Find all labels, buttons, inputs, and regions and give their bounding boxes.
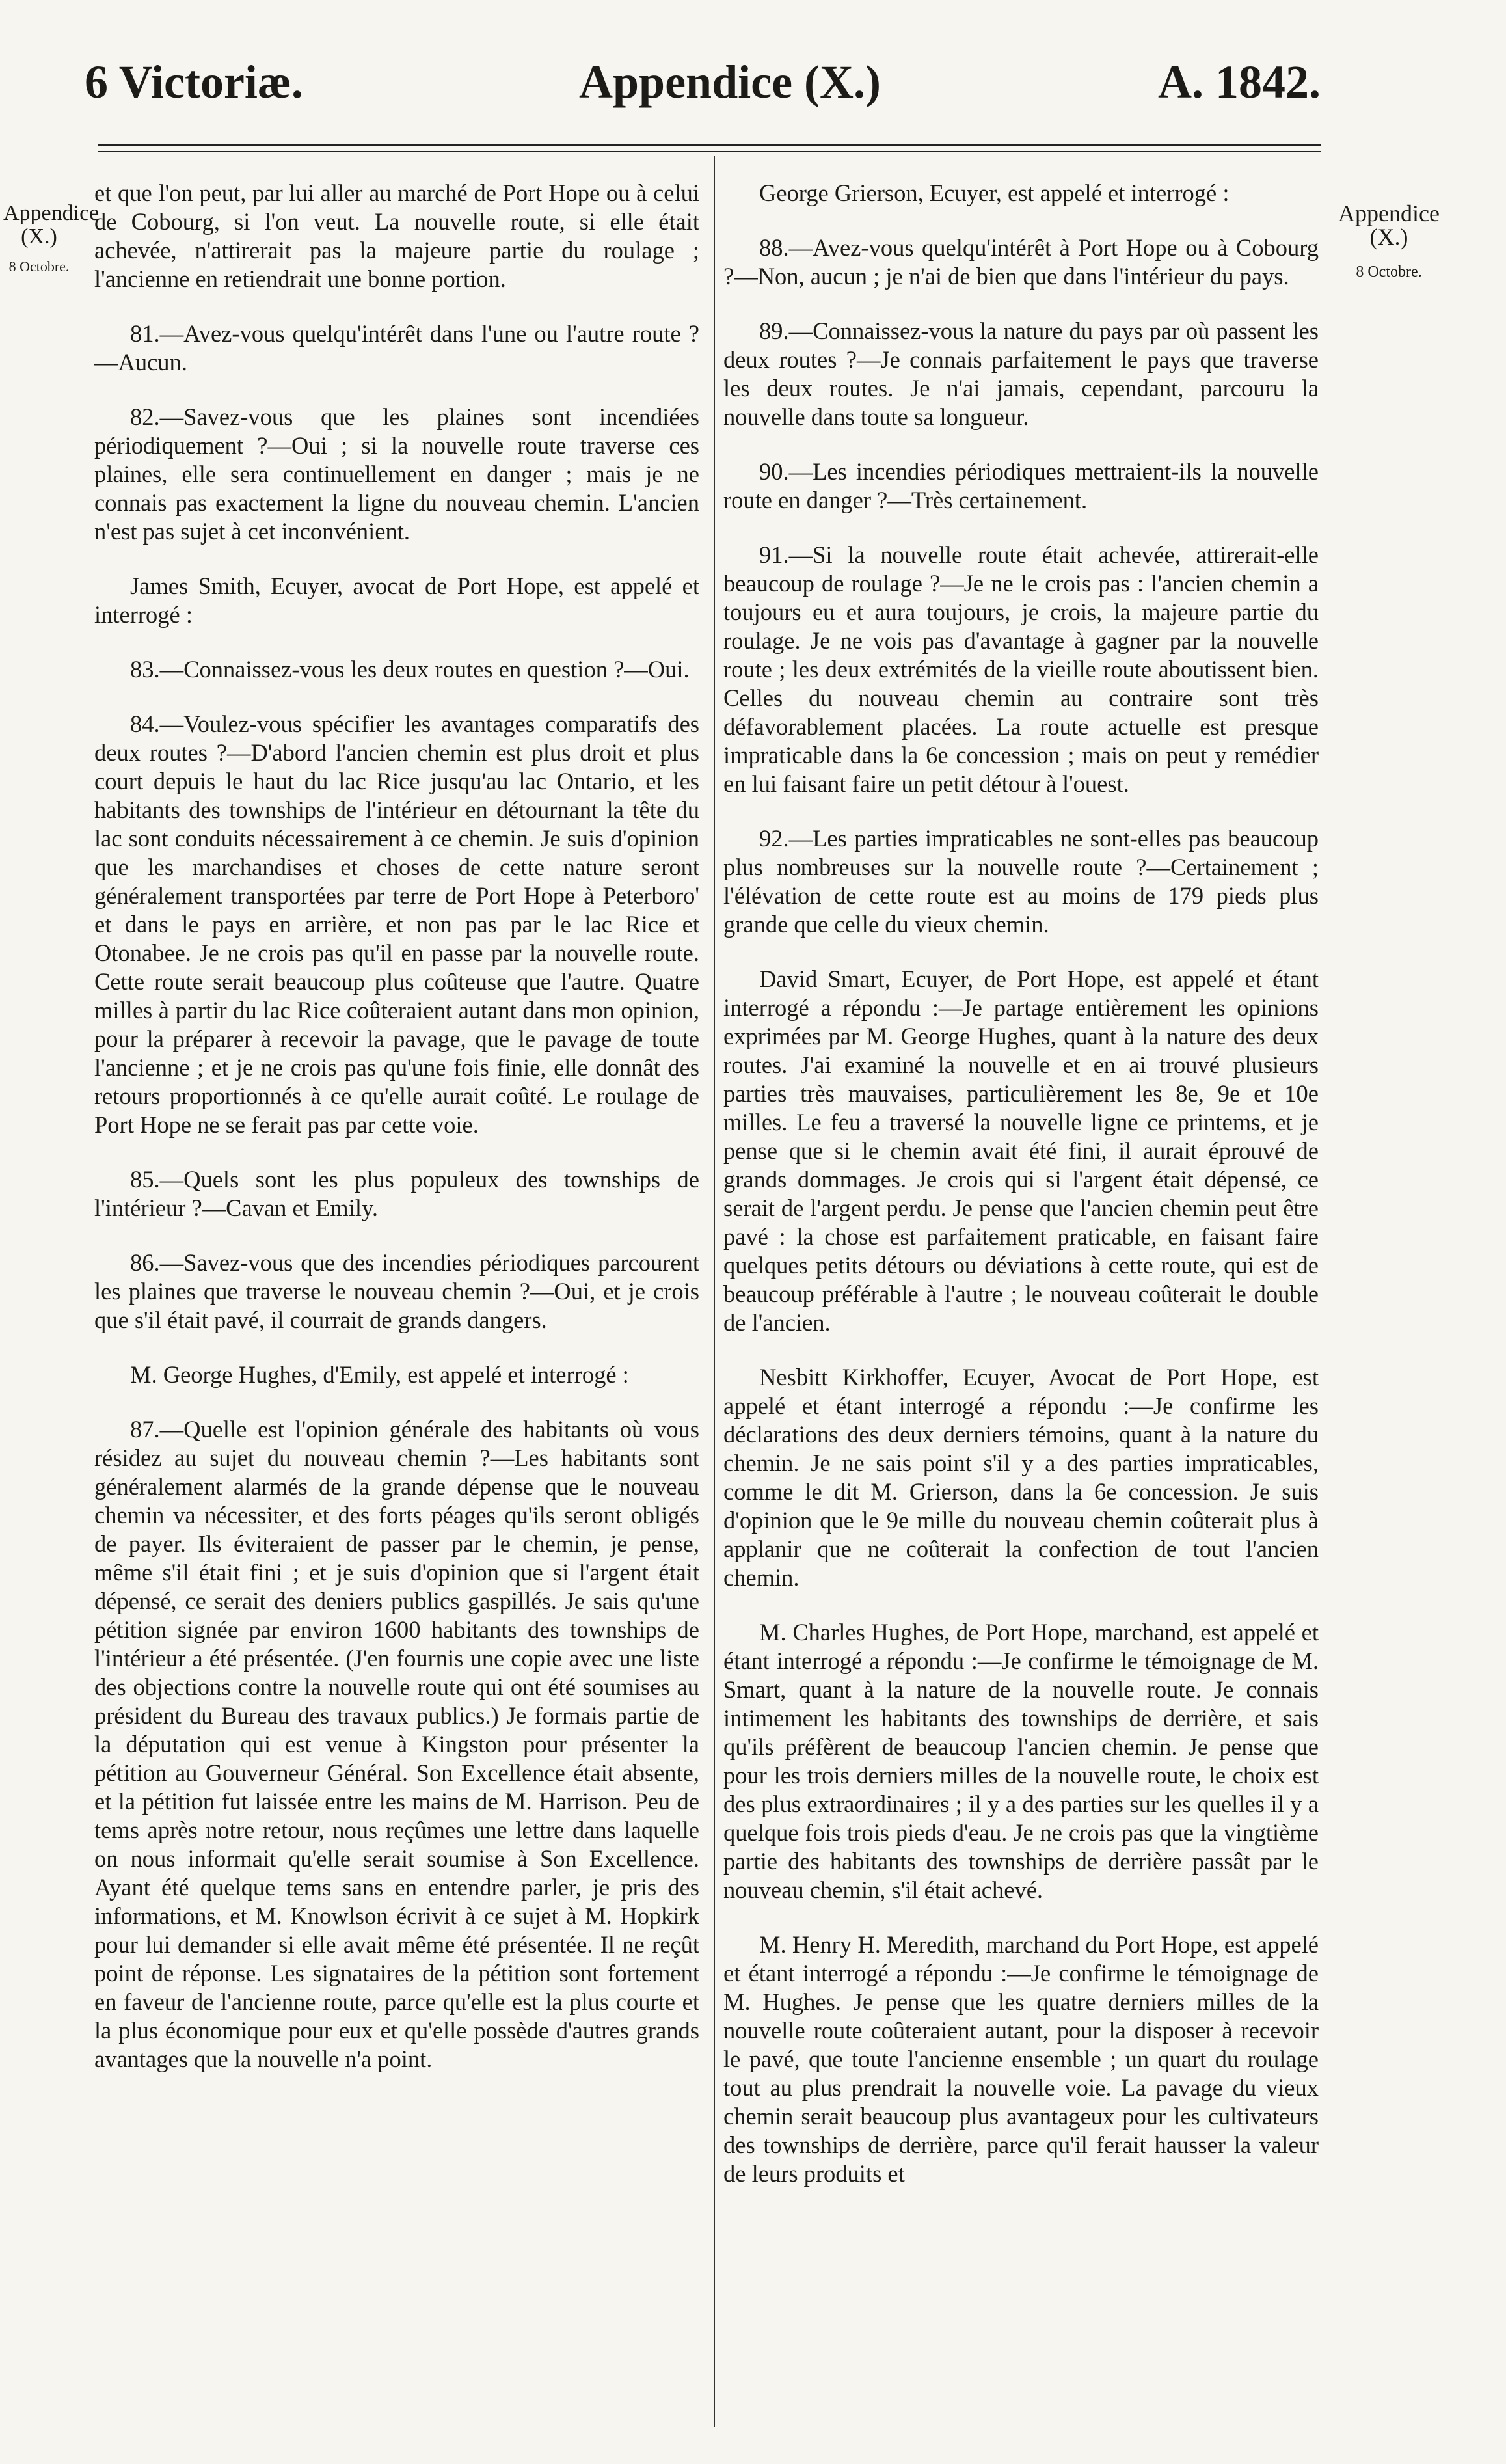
paragraph: James Smith, Ecuyer, avocat de Port Hope, est appelé et interrogé : [94,573,699,628]
column-divider [714,156,715,2427]
paragraph: 87.—Quelle est l'opinion générale des habitants où vous résidez au sujet du nouveau chemin ?—Les habitants sont généralement alarmés de la grande dépense que le nouveau chemin va nécessiter, et des forts péages qu'ils seront obligés de payer. Ils éviteraient de passer par le chemin, je pense, même s'il était fini ; et je suis d'opinion que si l'argent était dépensé, ce serait des deniers publics gaspillés. Je sais qu'une pétition signée par environ 1600 habitants des townships de l'intérieur a été présentée. (J'en fournis une copie avec une liste des objections contre la nouvelle route qui ont été soumises au président du Bureau des travaux publics.) Je formais partie de la députation qui est venue à Kingston pour présenter la pétition au Gouverneur Général. Son Excellence était absente, et la pétition fut laissée entre les mains de M. Harrison. Peu de tems après notre retour, nous reçûmes une lettre dans laquelle on nous informait qu'elle serait soumise à Son Excellence. Ayant été quelque tems sans en entendre parler, je pris des informations, et M. Knowlson écrivit à ce sujet à M. Hopkirk pour lui demander si elle avait même été présentée. Il ne reçût point de réponse. Les signataires de la pétition sont fortement en faveur de l'ancienne route, parce qu'elle est la plus courte et la plus économique pour eux et qu'elle possède d'autres grands avantages que la nouvelle n'a point. [94,1416,699,2072]
paragraph: M. Henry H. Meredith, marchand du Port Hope, est appelé et étant interrogé a répondu :—Je confirme le témoignage de M. Hughes. Je pense que les quatre derniers milles de la nouvelle route coûteraient autant, pour la disposer à recevoir le pavé, que toute l'ancienne ensemble ; un quart du roulage tout au plus prendrait la nouvelle voie. La pavage du vieux chemin serait beaucoup plus avantageux pour les cultivateurs des townships de derrière, parce qu'il ferait hausser la valeur de leurs produits et [723,1931,1319,2187]
paragraph: 90.—Les incendies périodiques mettraient-ils la nouvelle route en danger ?—Très certainement. [723,458,1319,513]
paragraph: 91.—Si la nouvelle route était achevée, attirerait-elle beaucoup de roulage ?—Je ne le crois pas : l'ancien chemin a toujours eu et aura toujours, je crois, la majeure partie du roulage. Je ne vois pas d'avantage à gagner par la nouvelle route ; les deux extrémités de la vieille route aboutissent bien. Celles du nouveau chemin au contraire sont très défavorablement placées. La route actuelle est presque impraticable dans la 6e concession ; mais on peut y remédier en lui faisant faire un petit détour à l'ouest. [723,541,1319,797]
header-regnal-year: 6 Victoriæ. [85,56,303,108]
header-rule-bottom [98,151,1321,152]
header-year: A. 1842. [1158,56,1321,108]
margin-note-left-label: Appendice (X.) [3,201,100,249]
paragraph: 89.—Connaissez-vous la nature du pays par où passent les deux routes ?—Je connais parfaitement le pays que traverse les deux routes. Je n'ai jamais, cependant, parcouru la nouvelle dans toute sa longueur. [723,318,1319,430]
paragraph: 84.—Voulez-vous spécifier les avantages comparatifs des deux routes ?—D'abord l'ancien chemin est plus droit et plus court depuis le haut du lac Rice jusqu'au lac Ontario, et les habitants des townships de l'intérieur en détournant la tête du lac sont conduits nécessairement à ce chemin. Je suis d'opinion que les marchandises et choses de cette nature seront généralement transportées par terre de Port Hope à Peterboro' et dans le pays en arrière, et non pas par le lac Rice et Otonabee. Je ne crois pas qu'il en passe par la nouvelle route. Cette route serait beaucoup plus coûteuse que l'autre. Quatre milles à partir du lac Rice coûteraient autant dans mon opinion, pour la préparer à recevoir la pavage, que le pavage de toute l'ancienne ; et je ne crois pas qu'une fois finie, elle donnât des retours proportionnés à ce qu'elle aurait coûté. Le roulage de Port Hope ne se ferait pas par cette voie. [94,711,699,1138]
right-column [723,179,1319,2214]
paragraph: 92.—Les parties impraticables ne sont-elles pas beaucoup plus nombreuses sur la nouvelle route ?—Certainement ; l'élévation de cette route est au moins de 179 pieds plus grande que celle du vieux chemin. [723,825,1319,938]
margin-note-left [3,201,100,278]
margin-note-left-date: 8 Octobre. [8,258,70,275]
header-appendix-title: Appendice (X.) [579,56,881,108]
margin-note-right-date: 8 Octobre. [1356,264,1422,280]
paragraph: M. Charles Hughes, de Port Hope, marchand, est appelé et étant interrogé a répondu :—Je confirme le témoignage de M. Smart, quant à la nature de la nouvelle route. Je connais intimement les habitants des townships de derrière, et sais qu'ils préfèrent de beaucoup l'ancien chemin. Je pense que pour les trois derniers milles de la nouvelle route, le choix est des plus extraordinaires ; il y a des parties sur les quelles il y a quelque fois trois pieds d'eau. Je ne crois pas que la vingtième partie des habitants des townships de derrière passât par le nouveau chemin, s'il était achevé. [723,1619,1319,1903]
margin-note-right [1327,202,1451,284]
paragraph: M. George Hughes, d'Emily, est appelé et interrogé : [130,1361,629,1388]
paragraph: 86.—Savez-vous que des incendies périodiques parcourent les plaines que traverse le nouveau chemin ?—Oui, et je crois que s'il était pavé, il courrait de grands dangers. [94,1249,699,1333]
left-column [94,179,699,2100]
paragraph: 85.—Quels sont les plus populeux des townships de l'intérieur ?—Cavan et Emily. [94,1166,699,1221]
page-header [85,55,1321,127]
paragraph: et que l'on peut, par lui aller au marché de Port Hope ou à celui de Cobourg, si l'on veut. La nouvelle route, si elle était achevée, n'attirerait pas la majeure partie du roulage ; l'ancienne en retiendrait une bonne portion. [94,180,699,292]
paragraph: 82.—Savez-vous que les plaines sont incendiées périodiquement ?—Oui ; si la nouvelle route traverse ces plaines, elle sera continuellement en danger ; mais je ne connais pas exactement la ligne du nouveau chemin. L'ancien n'est pas sujet à cet inconvénient. [94,403,699,545]
paragraph: Nesbitt Kirkhoffer, Ecuyer, Avocat de Port Hope, est appelé et étant interrogé a répondu :—Je confirme les déclarations des deux derniers témoins, quant à la nature du chemin. Je ne sais point s'il y a des parties impraticables, comme le dit M. Grierson, dans la 6e concession. Je suis d'opinion que le 9e mille du nouveau chemin coûterait plus à applanir que ne coûterait la confection de tout l'ancien chemin. [723,1364,1319,1591]
paragraph: George Grierson, Ecuyer, est appelé et interrogé : [759,180,1230,206]
paragraph: 81.—Avez-vous quelqu'intérêt dans l'une ou l'autre route ?—Aucun. [94,320,699,375]
paragraph: 83.—Connaissez-vous les deux routes en question ?—Oui. [130,656,690,683]
margin-note-right-label: Appendice (X.) [1338,200,1440,250]
paragraph: 88.—Avez-vous quelqu'intérêt à Port Hope ou à Cobourg ?—Non, aucun ; je n'ai de bien que dans l'intérieur du pays. [723,234,1319,290]
paragraph: David Smart, Ecuyer, de Port Hope, est appelé et étant interrogé a répondu :—Je partage entièrement les opinions exprimées par M. George Hughes, quant à la nature des deux routes. J'ai examiné la nouvelle et en ai trouvé plusieurs parties très mauvaises, particulièrement les 8e, 9e et 10e milles. Le feu a traversé la nouvelle ligne ce printems, et je pense que si le chemin avait été fini, il aurait éprouvé de grands dommages. Je crois qui si l'argent était dépensé, ce serait de l'argent perdu. Je pense que l'ancien chemin peut être pavé : la chose est parfaitement praticable, en faisant faire quelques petits détours ou déviations à cette route, qui est de beaucoup préférable à l'autre ; le nouveau coûterait le double de l'ancien. [723,966,1319,1336]
header-rule-top [98,144,1321,146]
